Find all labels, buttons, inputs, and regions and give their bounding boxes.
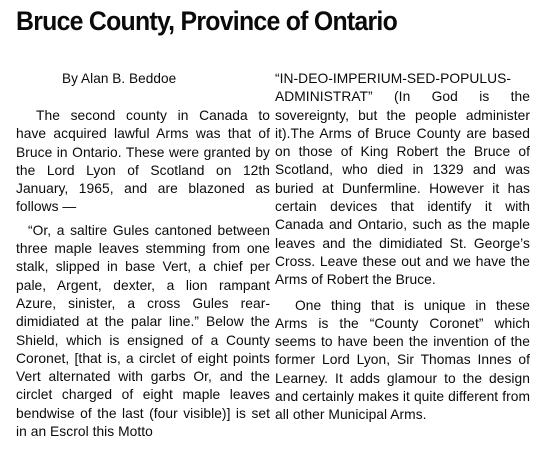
article-byline: By Alan B. Beddoe xyxy=(62,71,177,86)
left-column xyxy=(16,70,270,441)
left-paragraph-blazon: “Or, a saltire Gules cantoned between three maple leaves stemming from one stalk, slipped in base Vert, a chief per pale, Argent, dexter, a lion rampant Azure, sinister, a cross Gules rear-dimidiated at the palar line.” Below the Shield, which is ensigned of a County Coronet, [that is, a circlet of eight points Vert alternated with garbs Or, and the circlet charged of eight maple leaves bendwise of the last (four visible)] is set in an Escrol this Motto xyxy=(16,222,270,440)
right-paragraph-motto-and-history: “IN-DEO-IMPERIUM-SED-POPULUS-ADMINISTRAT” (In God is the sovereignty, but the people administer it).The Arms of Bruce County are based on those of King Robert the Bruce of Scotland, who died in 1329 and was buried at Dunfermline. However it has certain devices that identify it with Canada and Ontario, such as the maple leaves and the dimidiated St. George’s Cross. Leave these out and we have the Arms of Robert the Bruce. xyxy=(275,71,530,288)
right-paragraph-county-coronet: One thing that is unique in these Arms is the “County Coronet” which seems to have been the invention of the former Lord Lyon, Sir Thomas Innes of Learney. It adds glamour to the design and certainly makes it quite different from all other Municipal Arms. xyxy=(275,297,530,423)
left-paragraph-introduction: The second county in Canada to have acquired lawful Arms was that of Bruce in Ontario. These were granted by the Lord Lyon of Scotland on 12th January, 1965, and are blazoned as follows — xyxy=(16,108,270,215)
article-title: Bruce County, Province of Ontario xyxy=(16,6,398,36)
right-column xyxy=(275,70,530,432)
